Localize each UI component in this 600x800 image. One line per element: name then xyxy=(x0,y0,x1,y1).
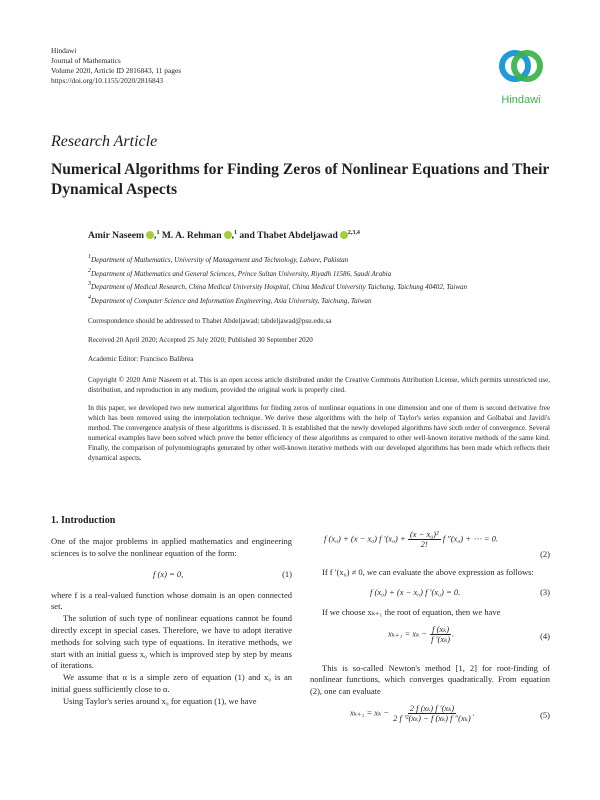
equation-text xyxy=(350,704,475,723)
fraction-denominator: f ′(xₖ) xyxy=(431,633,451,644)
publisher-name: Hindawi xyxy=(51,46,77,55)
fraction-denominator: 2 f ′²(xₖ) − f (xₖ) f ″(xₖ) xyxy=(393,712,471,723)
equation-text xyxy=(388,625,454,644)
affil-text: Department of Mathematics, University of Management and Technology, Lahore, Pakistan xyxy=(91,256,349,264)
equation-1 xyxy=(51,560,292,590)
equation-5 xyxy=(310,698,550,734)
affiliation xyxy=(88,266,558,280)
affiliations xyxy=(88,252,558,306)
abstract: In this paper, we developed two new numerical algorithms for finding zeros of nonlinear equations in one dimension and one of them is second derivative free which has been removed using the interpolation technique. We derive these algorithms with the help of Taylor's series expansion and Golbabai and Javidi's method. The convergence analysis of these algorithms is discussed. It is established that the newly developed algorithms have sixth order of convergence. Several numerical examples have been solved which prove the better efficiency of these algorithms as compared to other well-known iterative methods of the same kind. Finally, the comparison of polynomiographs generated by other well-known iterative methods with our developed algorithms has been made which reflects their dynamical aspects. xyxy=(88,404,550,462)
paragraph: We assume that α is a simple zero of equation (1) and x₀ is an initial guess sufficiently close to α. xyxy=(51,672,292,694)
orcid-icon[interactable] xyxy=(340,231,348,239)
equation-2 xyxy=(310,521,550,563)
copyright-notice: Copyright © 2020 Amir Naseem et al. This is an open access article distributed under the Creative Commons Attribution License, which permits unrestricted use, distribution, and reproduction in any medium, provided the original work is properly cited. xyxy=(88,376,550,394)
volume-info: Volume 2020, Article ID 2816843, 11 pages xyxy=(51,66,182,75)
equation-number: (2) xyxy=(540,549,550,559)
author-name[interactable]: M. A. Rehman xyxy=(161,230,222,241)
fraction xyxy=(429,623,455,644)
journal-info xyxy=(51,46,181,86)
author-affil-sup: 1 xyxy=(156,230,160,236)
logo-text: Hindawi xyxy=(501,94,541,106)
academic-editor: Academic Editor: Francisco Balibrea xyxy=(88,355,194,363)
hindawi-logo xyxy=(496,46,546,106)
affiliation xyxy=(88,293,558,307)
journal-name: Journal of Mathematics xyxy=(51,56,121,65)
affil-num: 1 xyxy=(88,254,91,260)
paragraph: This is so-called Newton's method [1, 2] for root-finding of nonlinear functions, which converges quadratically. From equation (2), one can evaluate xyxy=(310,662,550,697)
fraction xyxy=(391,704,473,723)
article-title: Numerical Algorithms for Finding Zeros of Nonlinear Equations and Their Dynamical Aspects xyxy=(51,161,550,198)
affil-num: 3 xyxy=(88,281,91,287)
equation-part: . xyxy=(452,628,455,639)
article-dates: Received 20 April 2020; Accepted 25 July 2020; Published 30 September 2020 xyxy=(88,336,313,344)
author-name[interactable]: Amir Naseem xyxy=(88,230,145,241)
affiliation xyxy=(88,279,483,293)
equation-number: (5) xyxy=(540,709,550,720)
article-type: Research Article xyxy=(51,133,158,150)
paragraph: If f ′(x₀) ≠ 0, we can evaluate the above expression as follows: xyxy=(322,567,534,577)
equation-part: xₖ₊₁ = xₖ − xyxy=(388,628,428,639)
fraction-numerator: 2 f (xₖ) f ′(xₖ) xyxy=(409,702,455,713)
paragraph: where f is a real-valued function whose domain is an open connected set. xyxy=(51,589,292,612)
affiliation xyxy=(88,252,558,266)
intro-right-column xyxy=(310,521,550,734)
affil-text: Department of Mathematics and General Sciences, Prince Sultan University, Riyadh 11586, Saudi Arabia xyxy=(91,269,392,278)
author-affil-sup: 1 xyxy=(233,230,237,236)
equation-number: (3) xyxy=(540,586,550,597)
author-list: Amir Naseem ,$^1$ M. A. Rehman ,$^1$ and Thabet Abdeljawad $^{2,3,4}$ xyxy=(88,230,360,241)
affil-num: 4 xyxy=(88,294,91,301)
paragraph: If we choose xₖ₊₁ the root of equation, then we have xyxy=(322,606,501,617)
paragraph: The solution of such type of nonlinear equations cannot be found directly except in special cases. Therefore, we have to adopt iterative methods for solving such type of equations. In iterative methods, we start with an initial guess x₀ which is improved step by step by means of iterations. xyxy=(51,613,292,671)
and-word: and xyxy=(239,230,255,241)
fraction-numerator: (x − x₀)² xyxy=(409,529,439,539)
affil-text: Department of Computer Science and Information Engineering, Asia University, Taichung, Taiwan xyxy=(91,296,372,305)
equation-part: xₖ₊₁ = xₖ − xyxy=(350,707,390,718)
fraction xyxy=(408,530,441,549)
equation-text: f (x) = 0, xyxy=(153,568,184,579)
hindawi-logo-icon xyxy=(496,46,546,90)
equation-number: (1) xyxy=(282,568,292,579)
equation-part: f (x₀) + (x − x₀) f ′(x₀) + xyxy=(324,533,406,544)
paragraph: One of the major problems in applied mathematics and engineering sciences is to solve the nonlinear equation of the form: xyxy=(51,536,292,558)
paragraph: Using Taylor's series around x₀ for equation (1), we have xyxy=(63,695,257,706)
doi-link[interactable]: https://doi.org/10.1155/2020/2816843 xyxy=(51,76,164,85)
affil-num: 2 xyxy=(88,267,91,274)
affil-text: Department of Medical Research, China Medical University Hospital, China Medical University Taichung, Taichung 40402, Taiwan xyxy=(91,283,468,291)
equation-part: . xyxy=(472,707,475,718)
orcid-icon[interactable] xyxy=(224,231,232,239)
author-name[interactable]: Thabet Abdeljawad xyxy=(257,230,338,241)
equation-part: f ″(x₀) + ⋯ = 0. xyxy=(442,533,498,544)
section-heading: 1. Introduction xyxy=(51,515,116,526)
equation-text: f (x₀) + (x − x₀) f ′(x₀) = 0. xyxy=(370,586,461,597)
equation-number: (4) xyxy=(540,630,550,641)
correspondence: Correspondence should be addressed to Thabet Abdeljawad; tabdeljawad@psu.edu.sa xyxy=(88,317,332,325)
equation-text xyxy=(324,530,498,549)
intro-left-column xyxy=(51,536,292,708)
equation-3 xyxy=(310,579,550,607)
fraction-denominator: 2! xyxy=(420,539,428,549)
author-affil-sup: 2,3,4 xyxy=(347,230,360,236)
orcid-icon[interactable] xyxy=(146,231,154,239)
fraction-numerator: f (xₖ) xyxy=(432,623,450,634)
equation-4 xyxy=(310,619,550,657)
